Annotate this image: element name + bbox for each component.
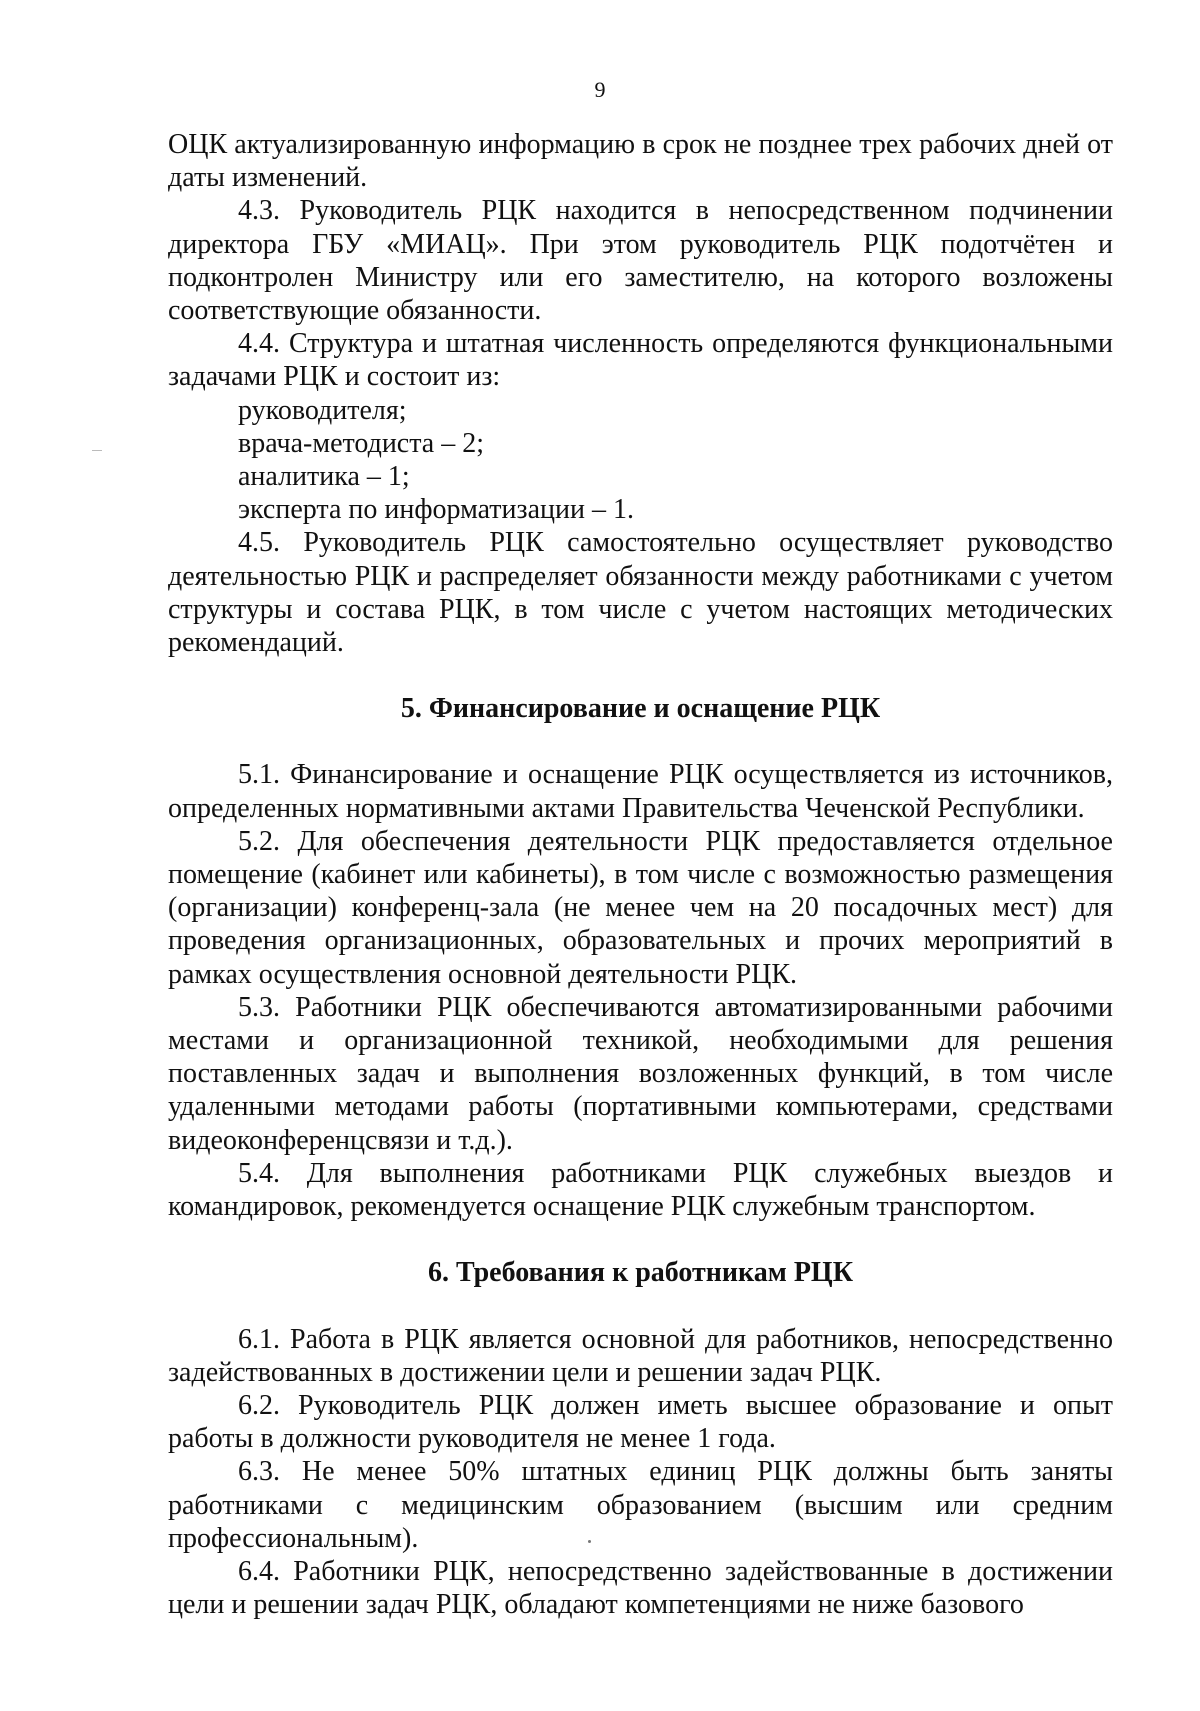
paragraph-4-5: 4.5. Руководитель РЦК самостоятельно осуществляет руководство деятельностью РЦК и распределяет обязанности между работниками с учетом структуры и состава РЦК, в том числе с учетом настоящих методических рекомендаций.: [168, 527, 1113, 659]
staff-list-item: руководителя;: [238, 394, 407, 426]
paragraph-5-2: 5.2. Для обеспечения деятельности РЦК предоставляется отдельное помещение (кабинет или кабинеты), в том числе с возможностью размещения (организации) конференц-зала (не менее чем на 20 посадочных мест) для проведения организационных, образовательных и прочих мероприятий в рамках осуществления основной деятельности РЦК.: [168, 825, 1113, 990]
paragraph-6-1: 6.1. Работа в РЦК является основной для работников, непосредственно задействованных в достижении цели и решении задач РЦК.: [168, 1323, 1113, 1388]
paragraph-6-4: 6.4. Работники РЦК, непосредственно задействованные в достижении цели и решении задач РЦК, обладают компетенциями не ниже базового: [168, 1555, 1113, 1621]
staff-list-item: эксперта по информатизации – 1.: [238, 494, 634, 526]
section-heading-6: 6. Требования к работникам РЦК: [427, 1257, 854, 1289]
paragraph-5-1: 5.1. Финансирование и оснащение РЦК осуществляется из источников, определенных нормативными актами Правительства Чеченской Республики.: [168, 759, 1113, 824]
paragraph-5-4: 5.4. Для выполнения работниками РЦК служебных выездов и командировок, рекомендуется оснащение РЦК служебным транспортом.: [168, 1157, 1113, 1223]
staff-list-item: врача-методиста – 2;: [238, 427, 485, 459]
paragraph-6-2: 6.2. Руководитель РЦК должен иметь высшее образование и опыт работы в должности руководителя не менее 1 года.: [168, 1389, 1113, 1455]
page-number: 9: [594, 77, 606, 102]
staff-list-item: аналитика – 1;: [238, 461, 410, 493]
margin-mark: [92, 450, 102, 451]
paragraph-5-3: 5.3. Работники РЦК обеспечиваются автоматизированными рабочими местами и организационной техникой, необходимыми для решения поставленных задач и выполнения возложенных функций, в том числе удаленными методами работы (портативными компьютерами, средствами видеоконференцсвязи и т.д.).: [168, 991, 1113, 1156]
section-heading-5: 5. Финансирование и оснащение РЦК: [400, 693, 881, 725]
paragraph-4-4: 4.4. Структура и штатная численность определяются функциональными задачами РЦК и состоит из:: [168, 328, 1113, 393]
paragraph-6-3: 6.3. Не менее 50% штатных единиц РЦК должны быть заняты работниками с медицинским образованием (высшим или средним профессиональным).: [168, 1456, 1113, 1554]
document-body: [168, 128, 1113, 1621]
paragraph: ОЦК актуализированную информацию в срок не позднее трех рабочих дней от даты изменений.: [168, 129, 1113, 194]
paragraph-4-3: 4.3. Руководитель РЦК находится в непосредственном подчинении директора ГБУ «МИАЦ». При этом руководитель РЦК подотчётен и подконтролен Министру или его заместителю, на которого возложены соответствующие обязанности.: [168, 195, 1113, 327]
